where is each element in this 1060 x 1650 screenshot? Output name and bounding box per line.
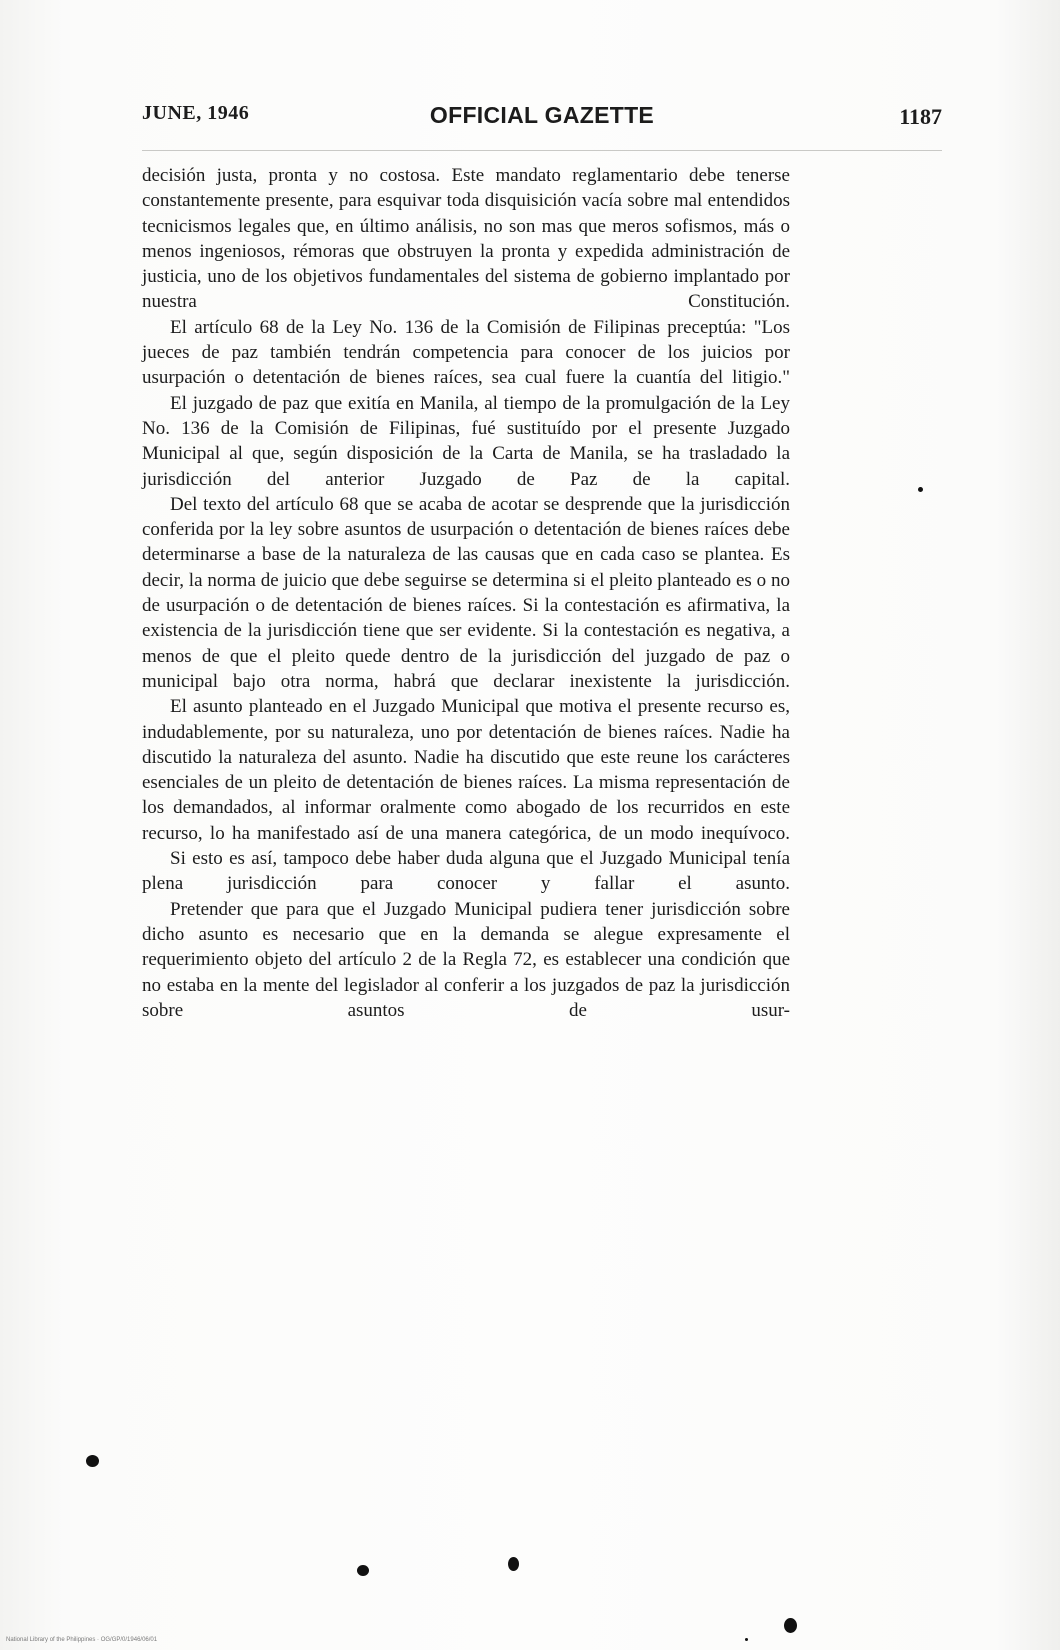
- paragraph-4: Del texto del artículo 68 que se acaba de acotar se desprende que la jurisdicción conferida por la ley sobre asuntos de usurpación o detentación de bienes raíces debe determinarse a base de la naturaleza de las causas que en cada caso se plantea. Es decir, la norma de juicio que debe seguirse se determina si el pleito planteado es o no de usurpación o de detentación de bienes raíces. Si la contestación es afirmativa, la existencia de la jurisdicción tiene que ser evidente. Si la contestación es negativa, a menos de que el pleito quede dentro de la jurisdicción del juzgado de paz o municipal bajo otra norma, habrá que declarar inexistente la jurisdicción.: [142, 493, 790, 692]
- header-rule: [142, 150, 942, 151]
- paragraph-1: decisión justa, pronta y no costosa. Este mandato reglamentario debe tenerse constantemente presente, para esquivar toda disquisición vacía sobre mal entendidos tecnicismos legales que, en último análisis, no son mas que meros sofismos, más o menos ingeniosos, rémoras que obstruyen la pronta y expedida administración de justicia, uno de los objetivos fundamentales del sistema de gobierno implantado por nuestra Constitución.: [142, 165, 790, 313]
- body-text: [142, 163, 790, 1023]
- paragraph-7: Pretender que para que el Juzgado Municipal pudiera tener jurisdicción sobre dicho asunto es necesario que en la demanda se alegue expresamente el requerimiento objeto del artículo 2 de la Regla 72, es establecer una condición que no estaba en la mente del legislador al conferir a los juzgados de paz la jurisdicción sobre asuntos de usur-: [142, 898, 790, 1021]
- ink-speck: [86, 1455, 99, 1467]
- paragraph-2: El artículo 68 de la Ley No. 136 de la Comisión de Filipinas preceptúa: "Los jueces de paz también tendrán competencia para conocer de los juicios por usurpación o detentación de bienes raíces, sea cual fuere la cuantía del litigio.": [142, 316, 790, 389]
- header-page-number: 1187: [899, 104, 942, 129]
- page-header: [142, 102, 942, 134]
- header-date: JUNE, 1946: [142, 102, 250, 124]
- paragraph-3: El juzgado de paz que exitía en Manila, al tiempo de la promulgación de la Ley No. 136 de la Comisión de Filipinas, fué sustituído por el presente Juzgado Municipal al que, según disposición de la Carta de Manila, se ha trasladado la jurisdicción del anterior Juzgado de Paz de la capital.: [142, 392, 790, 490]
- paragraph-6: Si esto es así, tampoco debe haber duda alguna que el Juzgado Municipal tenía plena jurisdicción para conocer y fallar el asunto.: [142, 848, 790, 895]
- ink-speck: [918, 487, 923, 492]
- scan-source-note: National Library of the Philippines · OG/GP/0/1946/06/01: [6, 1637, 158, 1643]
- ink-speck: [784, 1618, 797, 1633]
- ink-speck: [745, 1638, 748, 1641]
- header-title: OFFICIAL GAZETTE: [429, 102, 655, 128]
- ink-speck: [357, 1565, 369, 1576]
- ink-speck: [508, 1557, 519, 1571]
- paragraph-5: El asunto planteado en el Juzgado Municipal que motiva el presente recurso es, indudablemente, por su naturaleza, uno por detentación de bienes raíces. Nadie ha discutido la naturaleza del asunto. Nadie ha discutido que este reune los carácteres esenciales de un pleito de detentación de bienes raíces. La misma representación de los demandados, al informar oralmente como abogado de los recurridos en este recurso, lo ha manifestado así de una manera categórica, de un modo inequívoco.: [142, 696, 790, 844]
